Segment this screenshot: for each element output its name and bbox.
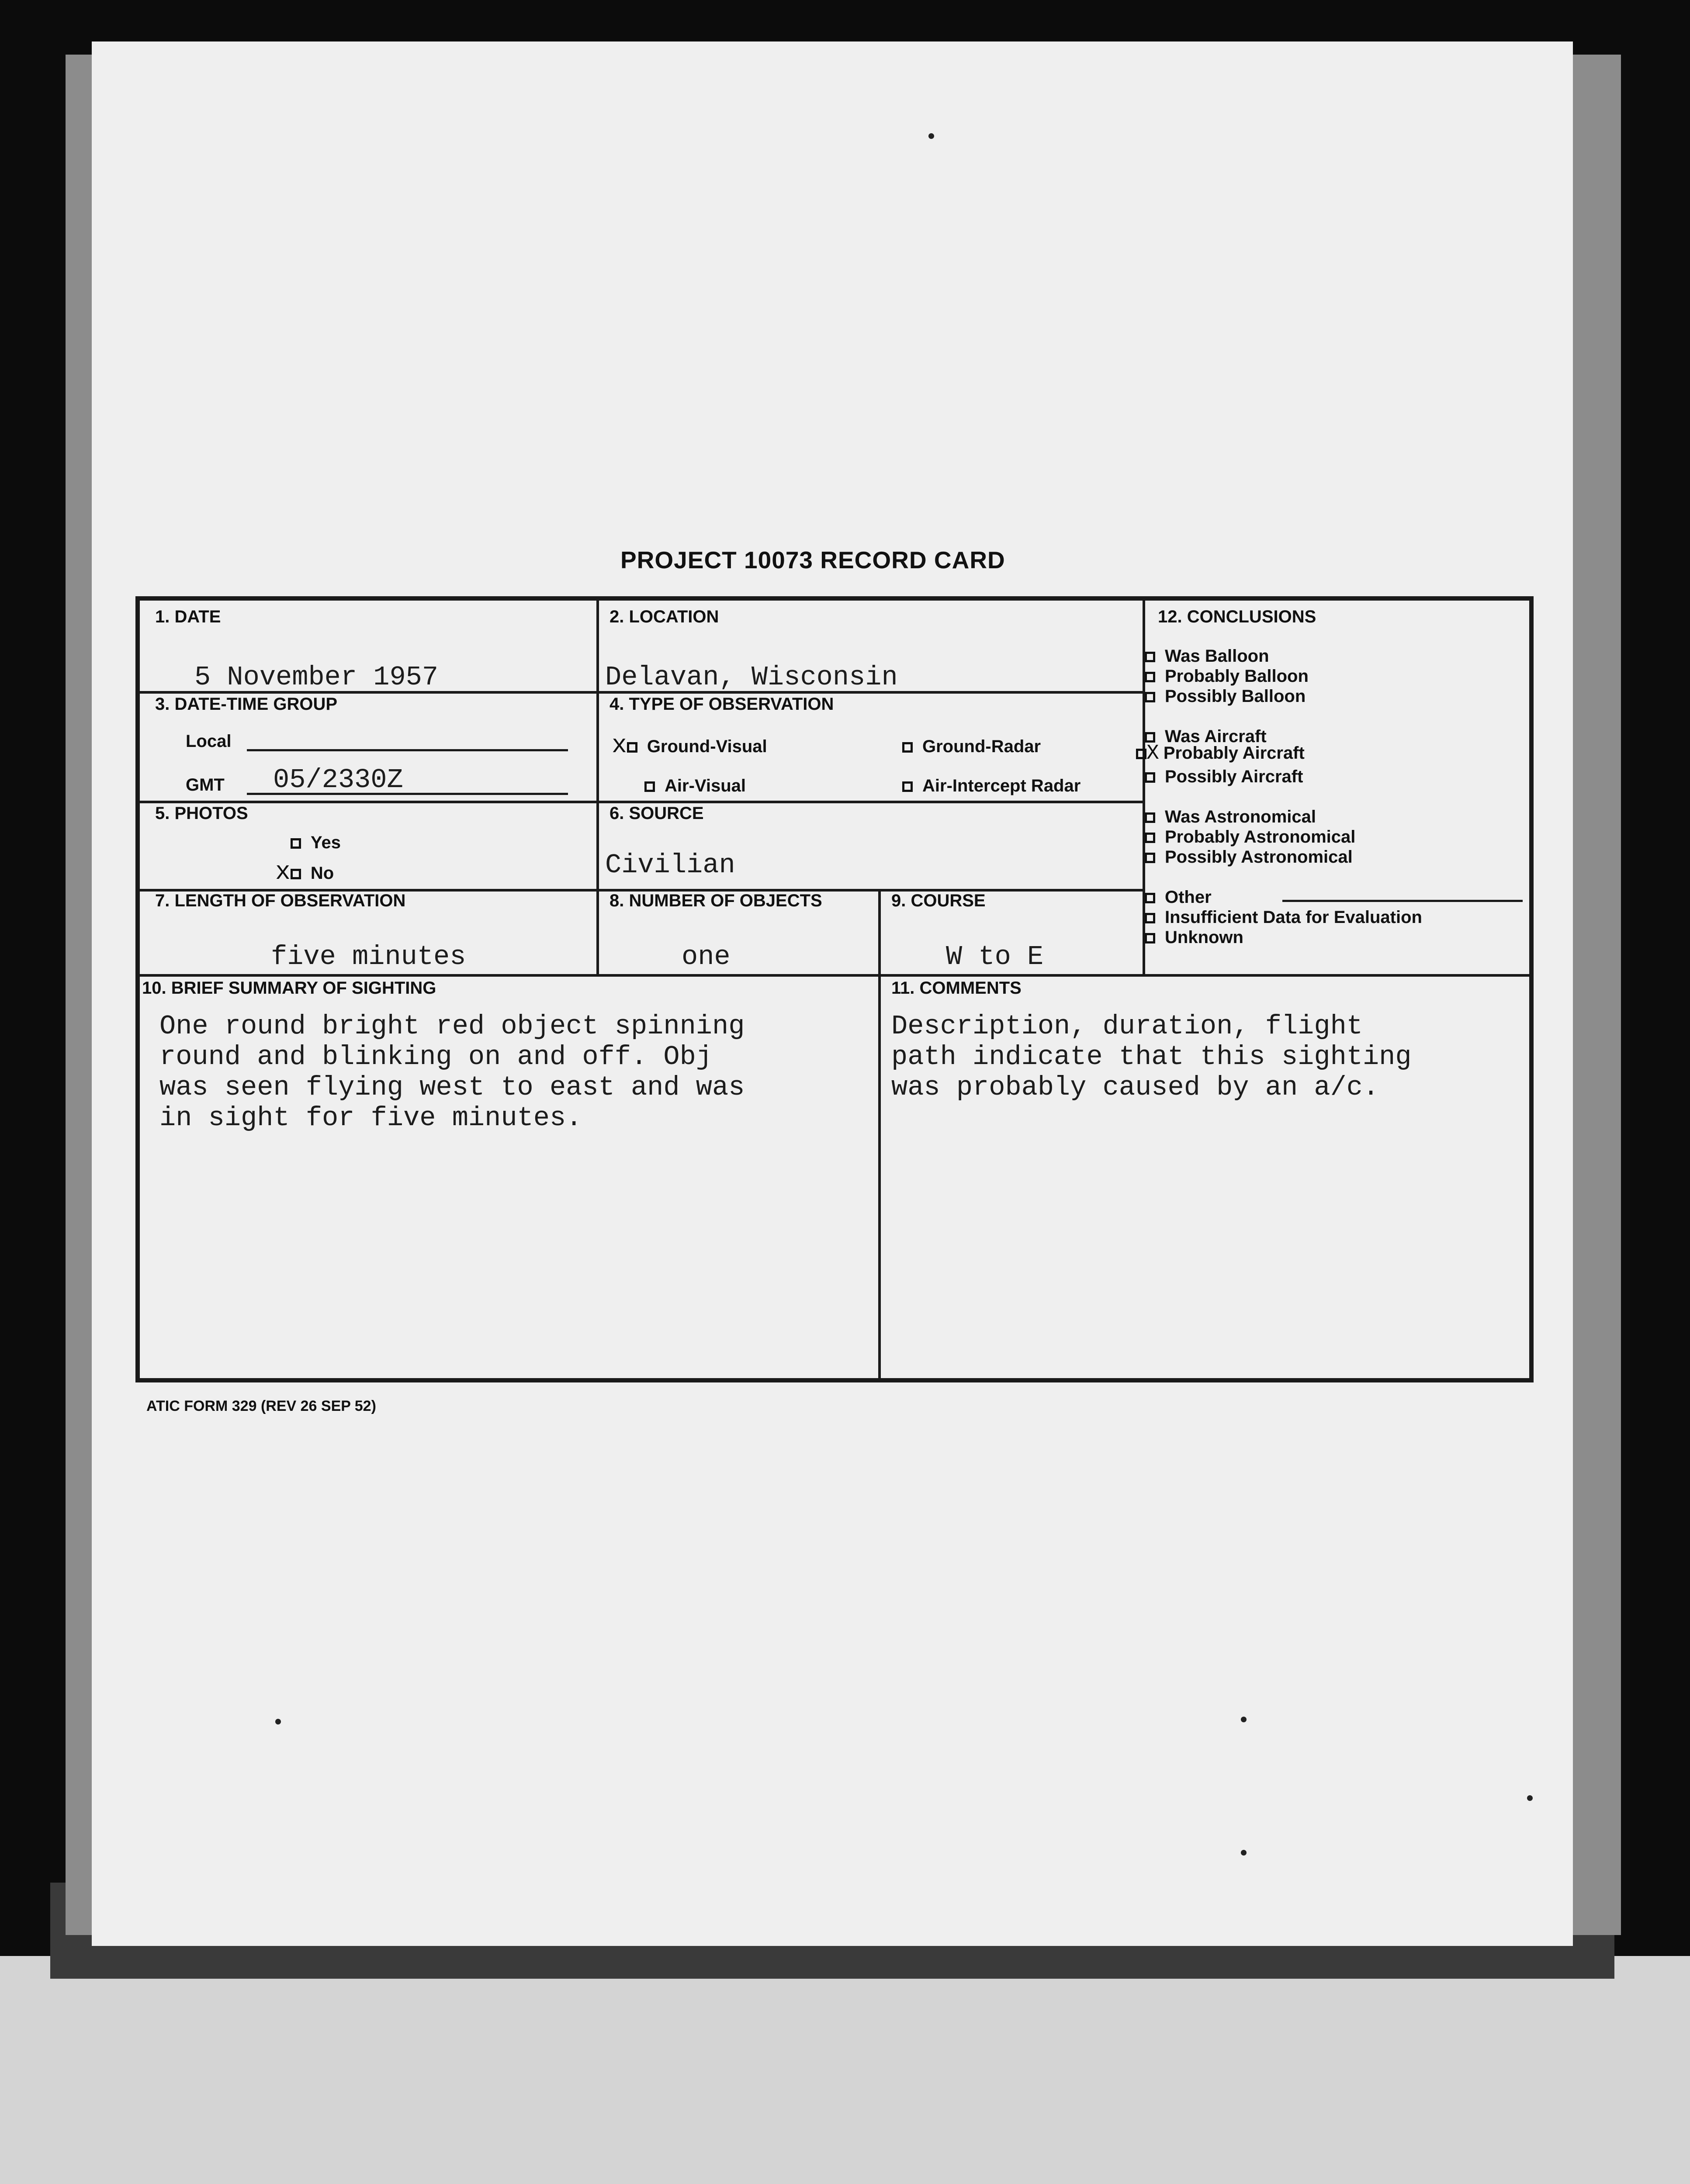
local-underline: [247, 749, 568, 751]
conclusions-label: 12. CONCLUSIONS: [1158, 607, 1316, 626]
gmt-label: GMT: [186, 775, 225, 795]
checkbox-icon: [644, 781, 655, 792]
photos-option-label: Yes: [311, 833, 341, 852]
observation-option-air-visual: [644, 771, 746, 799]
checkbox-icon: [1145, 913, 1155, 923]
comments-label: 11. COMMENTS: [891, 978, 1022, 998]
number-of-objects-label: 8. NUMBER OF OBJECTS: [610, 891, 822, 910]
course-value: W to E: [946, 941, 1044, 972]
brief-summary-label: 10. BRIEF SUMMARY OF SIGHTING: [142, 978, 436, 998]
observation-mark: x: [612, 732, 627, 760]
photos-mark: x: [275, 858, 291, 887]
checkbox-icon: [1145, 732, 1155, 743]
record-card-form: [135, 596, 1534, 1382]
checkbox-icon: [902, 742, 913, 753]
observation-option-air-intercept-radar: [902, 771, 1080, 799]
comment-line: Description, duration, flight: [891, 1011, 1363, 1042]
dust-speck: [1241, 1717, 1247, 1722]
conclusion-label: Was Balloon: [1165, 646, 1269, 666]
conclusion-label: Other: [1165, 888, 1212, 907]
rule: [140, 974, 1529, 977]
observation-option-label: Ground-Radar: [922, 737, 1041, 756]
length-of-observation-value: five minutes: [271, 941, 466, 972]
mounting-board: [0, 1956, 1690, 2184]
checkbox-icon: [291, 869, 301, 879]
photos-label: 5. PHOTOS: [155, 804, 248, 823]
comments-text: [891, 1011, 1412, 1103]
photos-option-no: [275, 858, 334, 887]
source-label: 6. SOURCE: [610, 804, 704, 823]
checkbox-icon: [902, 781, 913, 792]
checkbox-icon: [1145, 833, 1155, 843]
observation-option-label: Air-Intercept Radar: [922, 776, 1081, 795]
rule: [140, 801, 1143, 803]
date-value: 5 November 1957: [194, 662, 439, 693]
course-label: 9. COURSE: [891, 891, 986, 910]
conclusion-possibly-balloon: [1145, 681, 1306, 710]
summary-line: in sight for five minutes.: [159, 1102, 582, 1133]
summary-line: was seen flying west to east and was: [159, 1072, 745, 1103]
checkbox-icon: [1145, 812, 1155, 823]
conclusion-label: Insufficient Data for Evaluation: [1165, 908, 1422, 927]
gmt-value: 05/2330Z: [273, 764, 403, 795]
checkbox-icon: [1145, 652, 1155, 662]
checkbox-icon: [1145, 692, 1155, 702]
number-of-objects-value: one: [682, 941, 731, 972]
date-label: 1. DATE: [155, 607, 221, 626]
observation-option-label: Ground-Visual: [647, 737, 767, 756]
observation-option-ground-visual: [612, 732, 767, 760]
conclusion-label: Was Aircraft: [1165, 727, 1267, 746]
type-of-observation-label: 4. TYPE OF OBSERVATION: [610, 695, 834, 714]
conclusion-label: Unknown: [1165, 928, 1243, 947]
summary-line: One round bright red object spinning: [159, 1011, 745, 1042]
comment-line: path indicate that this sighting: [891, 1041, 1412, 1072]
conclusion-mark: X: [1146, 742, 1159, 765]
conclusion-label: Possibly Aircraft: [1165, 767, 1303, 786]
conclusion-label: Was Astronomical: [1165, 807, 1316, 826]
dust-speck: [275, 1719, 281, 1724]
summary-line: round and blinking on and off. Obj: [159, 1041, 713, 1072]
brief-summary-text: [159, 1011, 745, 1133]
rule: [878, 889, 881, 1382]
location-label: 2. LOCATION: [610, 607, 719, 626]
checkbox-icon: [1145, 672, 1155, 682]
card-title: PROJECT 10073 RECORD CARD: [620, 546, 1005, 574]
checkbox-icon: [1145, 853, 1155, 863]
observation-option-label: Air-Visual: [665, 776, 746, 795]
conclusion-label: Probably Balloon: [1165, 667, 1309, 686]
photos-option-yes: [291, 828, 341, 856]
local-label: Local: [186, 732, 232, 751]
checkbox-icon: [1136, 749, 1146, 759]
conclusion-possibly-aircraft: [1145, 762, 1303, 790]
comment-line: was probably caused by an a/c.: [891, 1072, 1379, 1103]
other-underline: [1282, 900, 1523, 902]
photos-option-label: No: [310, 864, 334, 883]
location-value: Delavan, Wisconsin: [605, 662, 898, 693]
form-number: ATIC FORM 329 (REV 26 SEP 52): [146, 1398, 376, 1414]
observation-option-ground-radar: [902, 732, 1041, 760]
date-time-group-label: 3. DATE-TIME GROUP: [155, 695, 338, 714]
dust-speck: [1241, 1850, 1247, 1856]
checkbox-icon: [1145, 893, 1155, 903]
source-value: Civilian: [605, 850, 735, 881]
length-of-observation-label: 7. LENGTH OF OBSERVATION: [155, 891, 406, 910]
dust-speck: [1527, 1795, 1533, 1801]
conclusion-label: Possibly Balloon: [1165, 687, 1306, 706]
dust-speck: [928, 133, 934, 139]
checkbox-icon: [291, 838, 301, 849]
conclusion-label: Probably Astronomical: [1165, 827, 1356, 847]
conclusion-unknown: [1145, 923, 1243, 951]
checkbox-icon: [1145, 933, 1155, 943]
conclusion-possibly-astronomical: [1145, 842, 1353, 871]
checkbox-icon: [1145, 772, 1155, 783]
conclusion-label: Probably Aircraft: [1163, 743, 1305, 763]
checkbox-icon: [627, 742, 637, 753]
conclusion-label: Possibly Astronomical: [1165, 847, 1353, 867]
rule: [596, 601, 599, 974]
